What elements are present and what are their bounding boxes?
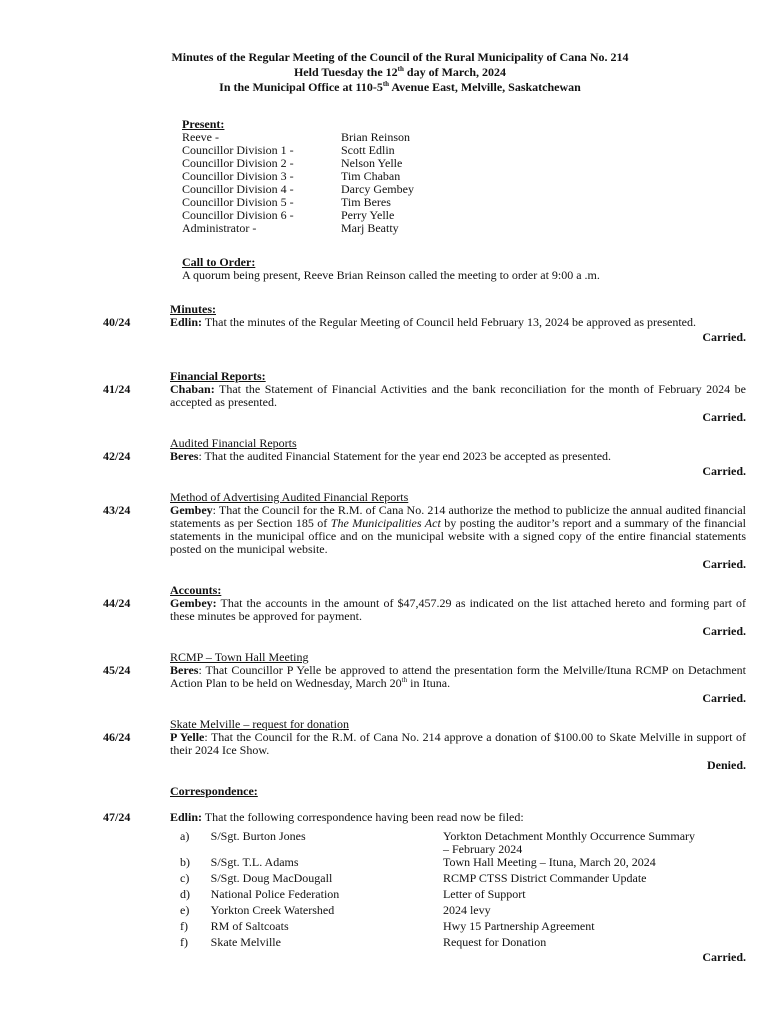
resolution-result: Carried. bbox=[702, 557, 746, 571]
resolution-result: Denied. bbox=[707, 758, 746, 772]
resolution-number: 40/24 bbox=[103, 315, 131, 329]
present-role: Councillor Division 2 - bbox=[182, 156, 294, 170]
header-date: Held Tuesday the 12th day of March, 2024 bbox=[293, 65, 507, 79]
resolution-mover: Beres bbox=[170, 449, 199, 463]
resolution-mover: P Yelle bbox=[170, 730, 205, 744]
present-role: Reeve - bbox=[182, 130, 219, 144]
resolution-result: Carried. bbox=[702, 330, 746, 344]
correspondence-resolution bbox=[170, 811, 746, 824]
present-name: Scott Edlin bbox=[341, 143, 395, 157]
resolution-text: Edlin: That the following correspondence having been read now be filed: bbox=[170, 810, 524, 824]
item-from: Skate Melville bbox=[210, 935, 281, 949]
item-letter: e) bbox=[180, 903, 190, 917]
item-letter: a) bbox=[180, 829, 190, 843]
list-item bbox=[180, 872, 700, 888]
present-role: Councillor Division 4 - bbox=[182, 182, 294, 196]
present-section bbox=[182, 118, 582, 235]
item-subject: Request for Donation bbox=[442, 935, 547, 949]
header-location: In the Municipal Office at 110-5th Avenue East, Melville, Saskatchewan bbox=[219, 80, 581, 94]
item-from: S/Sgt. Burton Jones bbox=[210, 829, 306, 843]
resolution-accounts bbox=[170, 584, 746, 638]
item-letter: f) bbox=[180, 919, 188, 933]
item-from: National Police Federation bbox=[210, 887, 340, 901]
present-heading: Present: bbox=[182, 117, 225, 131]
call-to-order-section bbox=[182, 256, 758, 282]
resolution-number: 45/24 bbox=[103, 663, 131, 677]
resolution-heading: Audited Financial Reports bbox=[170, 436, 297, 450]
list-item bbox=[180, 904, 700, 920]
item-subject: 2024 levy bbox=[442, 903, 491, 917]
resolution-heading: Skate Melville – request for donation bbox=[170, 717, 349, 731]
item-letter: c) bbox=[180, 871, 190, 885]
resolution-audited-reports bbox=[170, 437, 746, 478]
resolution-skate-melville bbox=[170, 718, 746, 772]
present-row bbox=[182, 222, 582, 235]
resolution-heading: Financial Reports: bbox=[170, 369, 266, 383]
item-from: S/Sgt. Doug MacDougall bbox=[210, 871, 333, 885]
resolution-mover: Edlin: bbox=[170, 315, 203, 329]
resolution-number: 41/24 bbox=[103, 382, 131, 396]
correspondence-list bbox=[180, 830, 700, 952]
item-from: Yorkton Creek Watershed bbox=[210, 903, 335, 917]
resolution-advertising-method bbox=[170, 491, 746, 571]
present-role: Councillor Division 1 - bbox=[182, 143, 294, 157]
present-name: Perry Yelle bbox=[341, 208, 395, 222]
present-role: Councillor Division 3 - bbox=[182, 169, 294, 183]
resolution-heading: RCMP – Town Hall Meeting bbox=[170, 650, 309, 664]
resolution-mover: Beres bbox=[170, 663, 199, 677]
item-letter: b) bbox=[180, 855, 190, 869]
resolution-text: Chaban: That the Statement of Financial Activities and the bank reconciliation for the month of February 2024 be accepted as presented. bbox=[170, 382, 746, 409]
resolution-mover: Gembey: bbox=[170, 596, 217, 610]
list-item bbox=[180, 888, 700, 904]
act-title: The Municipalities Act bbox=[330, 516, 441, 530]
resolution-mover: Chaban: bbox=[170, 382, 215, 396]
present-role: Councillor Division 5 - bbox=[182, 195, 294, 209]
item-letter: f) bbox=[180, 935, 188, 949]
resolution-number: 42/24 bbox=[103, 449, 131, 463]
correspondence-heading: Correspondence: bbox=[170, 784, 258, 798]
present-role: Administrator - bbox=[182, 221, 257, 235]
item-subject: Yorkton Detachment Monthly Occurrence Summary – February 2024 bbox=[442, 829, 696, 856]
call-to-order-text: A quorum being present, Reeve Brian Reinson called the meeting to order at 9:00 a .m. bbox=[182, 268, 600, 282]
list-item bbox=[180, 920, 700, 936]
present-role: Councillor Division 6 - bbox=[182, 208, 294, 222]
resolution-number: 47/24 bbox=[103, 810, 131, 824]
resolution-mover: Gembey bbox=[170, 503, 213, 517]
resolution-text: P Yelle: That the Council for the R.M. of Cana No. 214 approve a donation of $100.00 to Skate Melville in support of their 2024 Ice Show. bbox=[170, 730, 746, 757]
resolution-result: Carried. bbox=[702, 410, 746, 424]
item-from: S/Sgt. T.L. Adams bbox=[210, 855, 299, 869]
header-title: Minutes of the Regular Meeting of the Council of the Rural Municipality of Cana No. 214 bbox=[171, 50, 629, 64]
resolution-rcmp-town-hall bbox=[170, 651, 746, 705]
resolution-minutes bbox=[170, 303, 746, 344]
present-name: Nelson Yelle bbox=[341, 156, 403, 170]
resolution-text: Beres: That Councillor P Yelle be approved to attend the presentation form the Melville/Ituna RCMP on Detachment Action Plan to be held on Wednesday, March 20th in Ituna. bbox=[170, 663, 746, 690]
correspondence-result-wrap bbox=[170, 951, 746, 964]
present-name: Tim Beres bbox=[341, 195, 391, 209]
item-subject: RCMP CTSS District Commander Update bbox=[442, 871, 647, 885]
resolution-number: 43/24 bbox=[103, 503, 131, 517]
resolution-mover: Edlin: bbox=[170, 810, 203, 824]
list-item bbox=[180, 936, 700, 952]
resolution-heading: Minutes: bbox=[170, 302, 216, 316]
minutes-header bbox=[0, 50, 770, 95]
item-subject: Hwy 15 Partnership Agreement bbox=[442, 919, 595, 933]
resolution-result: Carried. bbox=[702, 624, 746, 638]
resolution-financial-reports bbox=[170, 370, 746, 424]
item-from: RM of Saltcoats bbox=[210, 919, 289, 933]
resolution-text: Edlin: That the minutes of the Regular Meeting of Council held February 13, 2024 be approved as presented. bbox=[170, 315, 697, 329]
resolution-text: Gembey: That the Council for the R.M. of Cana No. 214 authorize the method to publicize the annual audited financial statements as per Section 185 of The Municipalities Act by posting the auditor’s report and a summary of the financial statements in the municipal office and on the municipal website with a signed copy of the entire financial statements posted on the municipal website. bbox=[170, 503, 746, 556]
present-name: Brian Reinson bbox=[341, 130, 410, 144]
present-name: Darcy Gembey bbox=[341, 182, 414, 196]
resolution-number: 44/24 bbox=[103, 596, 131, 610]
list-item bbox=[180, 856, 700, 872]
present-name: Tim Chaban bbox=[341, 169, 401, 183]
resolution-text: Beres: That the audited Financial Statement for the year end 2023 be accepted as presented. bbox=[170, 449, 612, 463]
resolution-result: Carried. bbox=[702, 950, 746, 964]
resolution-text: Gembey: That the accounts in the amount of $47,457.29 as indicated on the list attached hereto and forming part of these minutes be approved for payment. bbox=[170, 596, 746, 623]
item-letter: d) bbox=[180, 887, 190, 901]
resolution-heading: Method of Advertising Audited Financial Reports bbox=[170, 490, 409, 504]
correspondence-section bbox=[170, 785, 746, 798]
resolution-result: Carried. bbox=[702, 691, 746, 705]
resolution-number: 46/24 bbox=[103, 730, 131, 744]
present-name: Marj Beatty bbox=[341, 221, 399, 235]
resolution-heading: Accounts: bbox=[170, 583, 222, 597]
call-to-order-heading: Call to Order: bbox=[182, 255, 256, 269]
item-subject: Town Hall Meeting – Ituna, March 20, 2024 bbox=[442, 855, 656, 869]
resolution-result: Carried. bbox=[702, 464, 746, 478]
list-item bbox=[180, 830, 700, 856]
item-subject: Letter of Support bbox=[442, 887, 526, 901]
